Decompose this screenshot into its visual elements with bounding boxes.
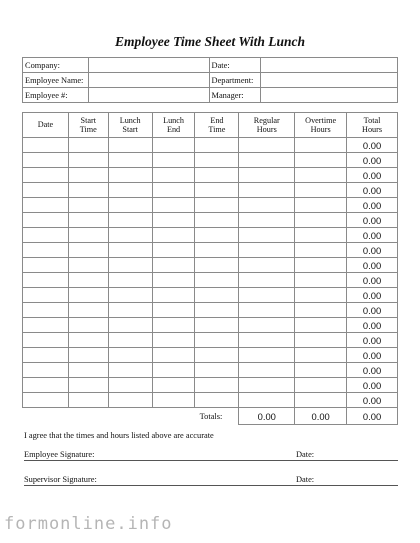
info-row (23, 88, 398, 103)
supervisor-signature-date-label: Date: (296, 475, 315, 484)
entry-cell[interactable] (152, 333, 195, 348)
employee-name-label: Employee Name: (23, 73, 89, 88)
column-header-text: Regular (253, 115, 280, 125)
entry-cell[interactable] (23, 258, 69, 273)
entry-cell[interactable] (239, 198, 295, 213)
entry-cell[interactable] (108, 258, 152, 273)
entry-cell[interactable] (108, 363, 152, 378)
entry-cell[interactable] (239, 243, 295, 258)
entry-cell[interactable] (152, 138, 195, 153)
agreement-statement: I agree that the times and hours listed above are accurate (24, 431, 214, 440)
entry-cell[interactable] (152, 288, 195, 303)
entry-cell[interactable] (152, 273, 195, 288)
entry-cell[interactable] (68, 138, 108, 153)
entry-cell[interactable] (295, 378, 347, 393)
column-header-text: Overtime (305, 115, 337, 125)
supervisor-signature-line[interactable] (24, 473, 398, 486)
entry-cell[interactable] (195, 243, 239, 258)
date-field[interactable] (261, 58, 398, 73)
entry-cell[interactable] (108, 288, 152, 303)
department-label: Department: (209, 73, 261, 88)
entry-cell[interactable] (23, 363, 69, 378)
column-header-text: Start (80, 115, 97, 125)
entry-cell[interactable] (152, 348, 195, 363)
entry-cell[interactable] (295, 303, 347, 318)
entry-cell[interactable] (108, 198, 152, 213)
entry-cell[interactable] (195, 378, 239, 393)
entry-cell[interactable] (295, 363, 347, 378)
entry-cell[interactable] (68, 213, 108, 228)
entry-cell[interactable] (68, 303, 108, 318)
entry-cell[interactable] (23, 153, 69, 168)
entry-cell[interactable] (152, 243, 195, 258)
entry-cell[interactable] (195, 363, 239, 378)
entry-cell[interactable] (295, 243, 347, 258)
column-header-text: End (210, 115, 224, 125)
row-total-cell: 0.00 (347, 303, 398, 318)
entry-cell[interactable] (239, 213, 295, 228)
entry-cell[interactable] (295, 333, 347, 348)
column-header (152, 113, 195, 138)
entry-cell[interactable] (239, 153, 295, 168)
entry-cell[interactable] (68, 378, 108, 393)
watermark: formonline.info (4, 514, 173, 534)
row-total-cell: 0.00 (347, 138, 398, 153)
entry-cell[interactable] (23, 183, 69, 198)
entry-cell[interactable] (23, 393, 69, 408)
entry-cell[interactable] (68, 333, 108, 348)
row-total-cell: 0.00 (347, 198, 398, 213)
entry-cell[interactable] (23, 198, 69, 213)
column-header-text: Hours (362, 125, 383, 134)
employee-number-field[interactable] (88, 88, 209, 103)
table-row (23, 348, 398, 363)
manager-field[interactable] (261, 88, 398, 103)
column-header-text: Date (37, 120, 54, 130)
entry-cell[interactable] (295, 348, 347, 363)
entry-cell[interactable] (68, 348, 108, 363)
table-row (23, 318, 398, 333)
entry-cell[interactable] (239, 288, 295, 303)
column-header (68, 113, 108, 138)
timesheet-table (22, 112, 398, 425)
table-row (23, 393, 398, 408)
entry-cell[interactable] (239, 273, 295, 288)
entry-cell[interactable] (23, 318, 69, 333)
overtime-hours-total: 0.00 (295, 408, 347, 425)
entry-cell[interactable] (152, 303, 195, 318)
entry-cell[interactable] (68, 273, 108, 288)
company-field[interactable] (88, 58, 209, 73)
column-header (295, 113, 347, 138)
manager-label: Manager: (209, 88, 261, 103)
entry-cell[interactable] (195, 228, 239, 243)
entry-cell[interactable] (295, 288, 347, 303)
entry-cell[interactable] (195, 393, 239, 408)
entry-cell[interactable] (108, 168, 152, 183)
entry-cell[interactable] (68, 288, 108, 303)
column-header (23, 113, 69, 138)
column-header (239, 113, 295, 138)
entry-cell[interactable] (68, 363, 108, 378)
date-label: Date: (209, 58, 261, 73)
entry-cell[interactable] (239, 168, 295, 183)
table-row (23, 303, 398, 318)
column-header-text: Total (363, 115, 381, 125)
table-row (23, 183, 398, 198)
row-total-cell: 0.00 (347, 213, 398, 228)
row-total-cell: 0.00 (347, 228, 398, 243)
entry-cell[interactable] (152, 258, 195, 273)
table-row (23, 213, 398, 228)
entry-cell[interactable] (195, 318, 239, 333)
entry-cell[interactable] (152, 168, 195, 183)
entry-cell[interactable] (23, 378, 69, 393)
row-total-cell: 0.00 (347, 168, 398, 183)
table-row (23, 138, 398, 153)
entry-cell[interactable] (239, 138, 295, 153)
entry-cell[interactable] (295, 183, 347, 198)
row-total-cell: 0.00 (347, 333, 398, 348)
entry-cell[interactable] (295, 228, 347, 243)
entry-cell[interactable] (23, 303, 69, 318)
entry-cell[interactable] (195, 273, 239, 288)
entry-cell[interactable] (295, 168, 347, 183)
entry-cell[interactable] (195, 258, 239, 273)
entry-cell[interactable] (195, 138, 239, 153)
entry-cell[interactable] (195, 198, 239, 213)
entry-cell[interactable] (68, 318, 108, 333)
entry-cell[interactable] (108, 273, 152, 288)
totals-spacer (23, 408, 153, 425)
entry-cell[interactable] (295, 258, 347, 273)
table-row (23, 273, 398, 288)
entry-cell[interactable] (152, 153, 195, 168)
table-row (23, 243, 398, 258)
entry-cell[interactable] (108, 183, 152, 198)
column-header-text: End (166, 125, 181, 134)
entry-cell[interactable] (68, 183, 108, 198)
entry-cell[interactable] (295, 393, 347, 408)
entry-cell[interactable] (108, 243, 152, 258)
timesheet-header-row (23, 113, 398, 138)
company-label: Company: (23, 58, 89, 73)
entry-cell[interactable] (195, 168, 239, 183)
column-header-text: Lunch (163, 115, 184, 125)
entry-cell[interactable] (195, 348, 239, 363)
table-row (23, 258, 398, 273)
regular-hours-total: 0.00 (239, 408, 295, 425)
entry-cell[interactable] (108, 348, 152, 363)
entry-cell[interactable] (23, 288, 69, 303)
totals-row (23, 408, 398, 425)
entry-cell[interactable] (68, 393, 108, 408)
entry-cell[interactable] (239, 228, 295, 243)
row-total-cell: 0.00 (347, 183, 398, 198)
row-total-cell: 0.00 (347, 393, 398, 408)
entry-cell[interactable] (68, 258, 108, 273)
info-row (23, 73, 398, 88)
entry-cell[interactable] (295, 318, 347, 333)
entry-cell[interactable] (195, 333, 239, 348)
entry-cell[interactable] (239, 393, 295, 408)
entry-cell[interactable] (195, 213, 239, 228)
entry-cell[interactable] (239, 348, 295, 363)
entry-cell[interactable] (23, 138, 69, 153)
row-total-cell: 0.00 (347, 273, 398, 288)
entry-cell[interactable] (152, 318, 195, 333)
table-row (23, 333, 398, 348)
row-total-cell: 0.00 (347, 153, 398, 168)
entry-cell[interactable] (23, 168, 69, 183)
entry-cell[interactable] (295, 138, 347, 153)
row-total-cell: 0.00 (347, 243, 398, 258)
column-header-text: Hours (256, 125, 277, 134)
totals-label: Totals: (199, 411, 223, 421)
supervisor-signature-label: Supervisor Signature: (24, 475, 97, 484)
entry-cell[interactable] (152, 183, 195, 198)
column-header-text: Hours (310, 125, 331, 134)
column-header-text: Time (79, 125, 97, 134)
employee-signature-label: Employee Signature: (24, 450, 95, 459)
table-row (23, 288, 398, 303)
table-row (23, 168, 398, 183)
entry-cell[interactable] (108, 393, 152, 408)
entry-cell[interactable] (68, 153, 108, 168)
entry-cell[interactable] (23, 273, 69, 288)
column-header-text: Start (122, 125, 138, 134)
row-total-cell: 0.00 (347, 318, 398, 333)
entry-cell[interactable] (108, 378, 152, 393)
entry-cell[interactable] (239, 258, 295, 273)
column-header-text: Lunch (119, 115, 141, 125)
entry-cell[interactable] (239, 303, 295, 318)
total-hours-total: 0.00 (347, 408, 398, 425)
entry-cell[interactable] (239, 378, 295, 393)
column-header-text: Time (208, 125, 226, 134)
column-header (347, 113, 398, 138)
entry-cell[interactable] (195, 303, 239, 318)
entry-cell[interactable] (68, 168, 108, 183)
column-header (195, 113, 239, 138)
row-total-cell: 0.00 (347, 348, 398, 363)
entry-cell[interactable] (152, 363, 195, 378)
row-total-cell: 0.00 (347, 288, 398, 303)
entry-cell[interactable] (295, 198, 347, 213)
entry-cell[interactable] (68, 243, 108, 258)
table-row (23, 153, 398, 168)
row-total-cell: 0.00 (347, 258, 398, 273)
entry-cell[interactable] (108, 318, 152, 333)
row-total-cell: 0.00 (347, 378, 398, 393)
entry-cell[interactable] (108, 138, 152, 153)
employee-signature-date-label: Date: (296, 450, 315, 459)
employee-number-label: Employee #: (23, 88, 89, 103)
entry-cell[interactable] (152, 198, 195, 213)
row-total-cell: 0.00 (347, 363, 398, 378)
info-row (23, 58, 398, 73)
entry-cell[interactable] (239, 183, 295, 198)
entry-cell[interactable] (152, 393, 195, 408)
employee-info-table (22, 57, 398, 103)
entry-cell[interactable] (195, 288, 239, 303)
column-header (108, 113, 152, 138)
entry-cell[interactable] (152, 228, 195, 243)
entry-cell[interactable] (108, 303, 152, 318)
table-row (23, 228, 398, 243)
table-row (23, 363, 398, 378)
entry-cell[interactable] (23, 348, 69, 363)
entry-cell[interactable] (68, 228, 108, 243)
table-row (23, 378, 398, 393)
entry-cell[interactable] (152, 213, 195, 228)
entry-cell[interactable] (295, 213, 347, 228)
entry-cell[interactable] (239, 318, 295, 333)
entry-cell[interactable] (68, 198, 108, 213)
entry-cell[interactable] (23, 243, 69, 258)
entry-cell[interactable] (23, 228, 69, 243)
employee-signature-line[interactable] (24, 448, 398, 461)
entry-cell[interactable] (108, 213, 152, 228)
entry-cell[interactable] (239, 363, 295, 378)
page-title: Employee Time Sheet With Lunch (114, 34, 305, 49)
entry-cell[interactable] (152, 378, 195, 393)
entry-cell[interactable] (108, 228, 152, 243)
entry-cell[interactable] (195, 153, 239, 168)
entry-cell[interactable] (295, 273, 347, 288)
entry-cell[interactable] (239, 333, 295, 348)
entry-cell[interactable] (195, 183, 239, 198)
entry-cell[interactable] (23, 213, 69, 228)
employee-name-field[interactable] (88, 73, 209, 88)
table-row (23, 198, 398, 213)
entry-cell[interactable] (23, 333, 69, 348)
entry-cell[interactable] (295, 153, 347, 168)
entry-cell[interactable] (108, 333, 152, 348)
entry-cell[interactable] (108, 153, 152, 168)
department-field[interactable] (261, 73, 398, 88)
